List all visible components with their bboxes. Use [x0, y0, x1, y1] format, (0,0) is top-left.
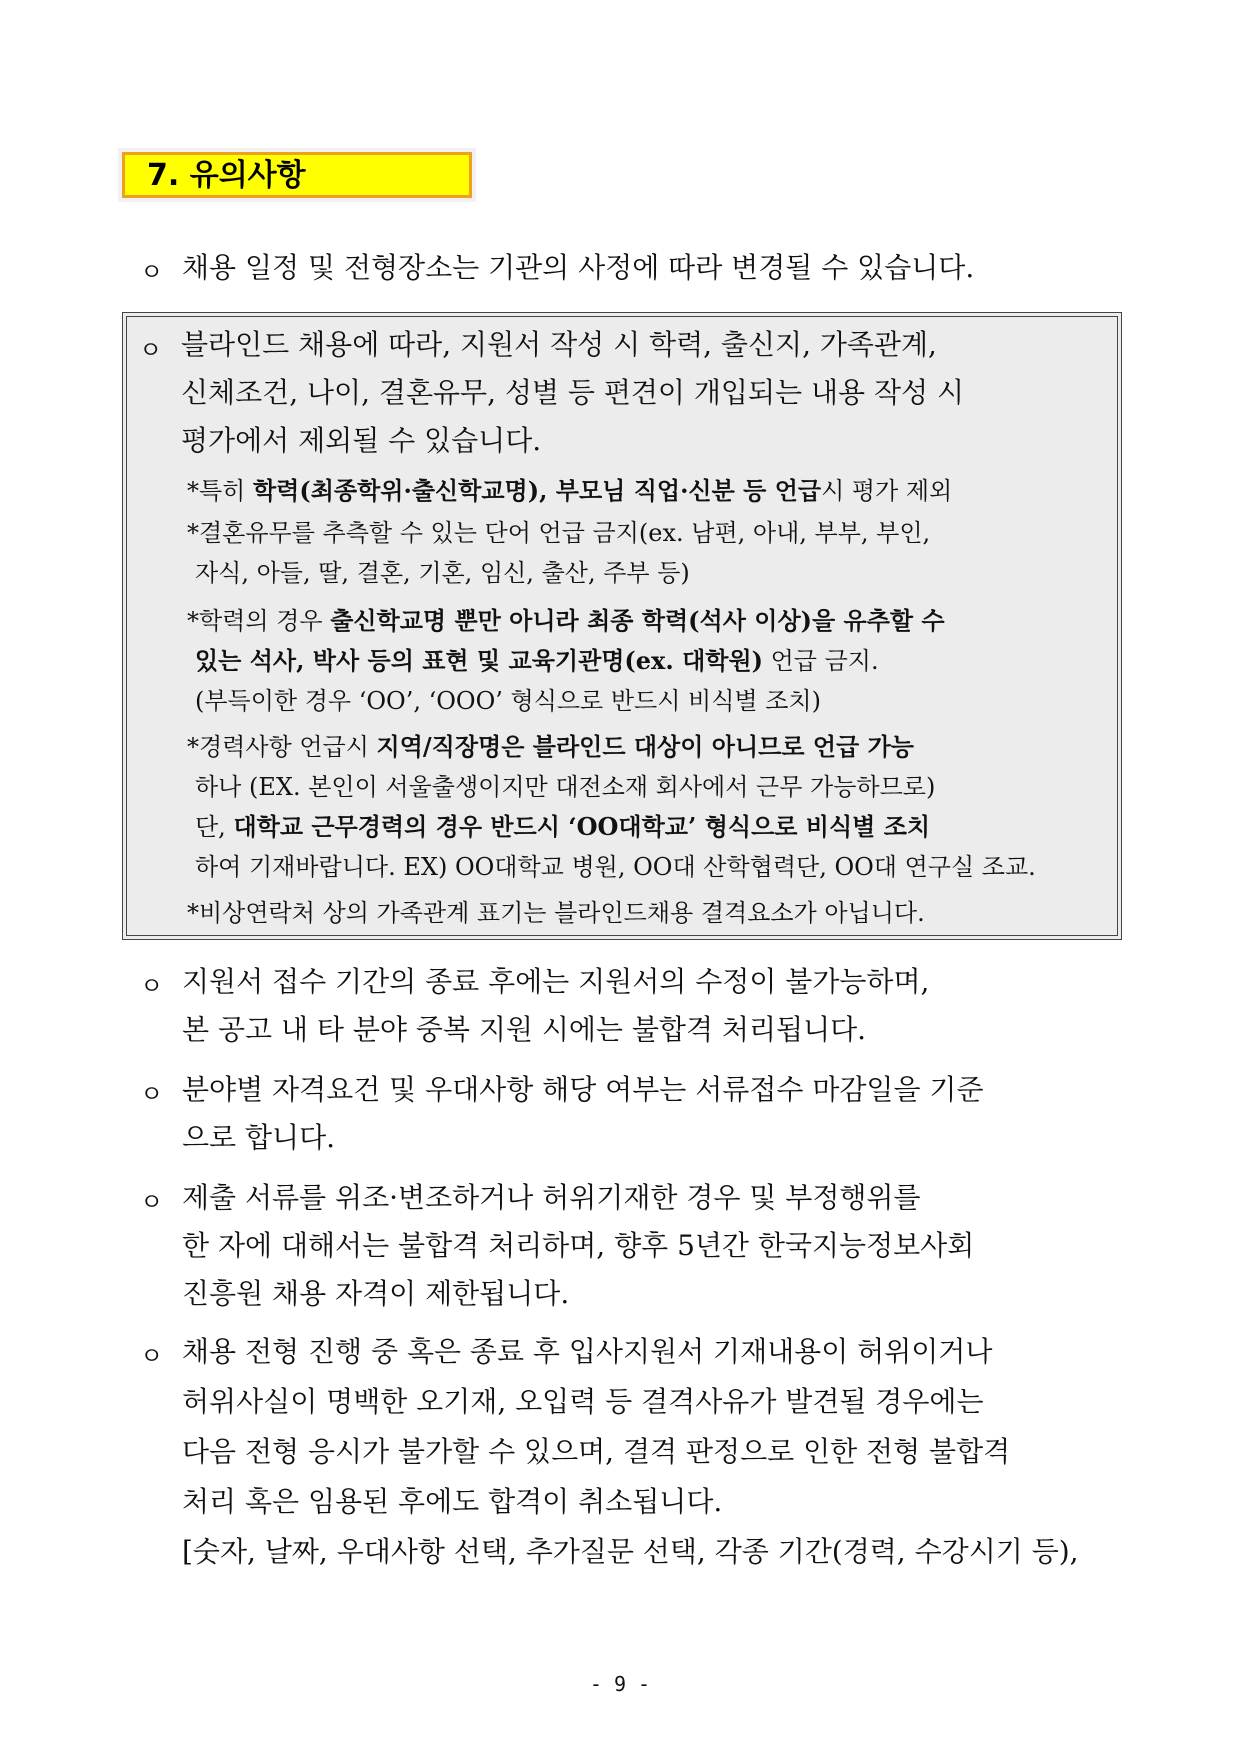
paragraph-line: 채용 일정 및 전형장소는 기관의 사정에 따라 변경될 수 있습니다.	[182, 251, 975, 284]
note-career-university-example: 하여 기재바랍니다. EX) OO대학교 병원, OO대 산학협력단, OO대 연구실 조교.	[195, 853, 1036, 881]
note-career-mention: *경력사항 언급시 지역/직장명은 블라인드 대상이 아니므로 언급 가능	[187, 732, 914, 761]
section-title: 7. 유의사항	[147, 158, 306, 193]
note-career-university: 단, 대학교 근무경력의 경우 반드시 ‘OO대학교’ 형식으로 비식별 조치	[195, 812, 931, 841]
paragraph-line: [숫자, 날짜, 우대사항 선택, 추가질문 선택, 각종 기간(경력, 수강시기 등),	[182, 1535, 1079, 1568]
bullet-marker: ㅇ	[140, 258, 164, 286]
page-number: - 9 -	[589, 1672, 651, 1696]
paragraph-line: 본 공고 내 타 분야 중복 지원 시에는 불합격 처리됩니다.	[182, 1013, 867, 1046]
paragraph-line: 허위사실이 명백한 오기재, 오입력 등 결격사유가 발견될 경우에는	[182, 1385, 984, 1418]
paragraph-line: 분야별 자격요건 및 우대사항 해당 여부는 서류접수 마감일을 기준	[182, 1073, 984, 1106]
paragraph-line: 으로 합니다.	[182, 1121, 336, 1154]
note-education-level-deidentify: (부득이한 경우 ‘OO’, ‘OOO’ 형식으로 반드시 비식별 조치)	[195, 687, 821, 715]
notice-main-line: 신체조건, 나이, 결혼유무, 성별 등 편견이 개입되는 내용 작성 시	[181, 376, 965, 409]
note-education-level-cont: 있는 석사, 박사 등의 표현 및 교육기관명(ex. 대학원) 언급 금지.	[195, 646, 879, 675]
notice-main-line: 평가에서 제외될 수 있습니다.	[181, 424, 542, 457]
paragraph-line: 제출 서류를 위조·변조하거나 허위기재한 경우 및 부정행위를	[182, 1181, 921, 1214]
note-marital-status-words-cont: 자식, 아들, 딸, 결혼, 기혼, 임신, 출산, 주부 등)	[195, 559, 690, 587]
bullet-marker: ㅇ	[140, 1342, 164, 1370]
note-education-level: *학력의 경우 출신학교명 뿐만 아니라 최종 학력(석사 이상)을 유추할 수	[187, 606, 945, 635]
paragraph-line: 지원서 접수 기간의 종료 후에는 지원서의 수정이 불가능하며,	[182, 965, 930, 998]
paragraph-line: 한 자에 대해서는 불합격 처리하며, 향후 5년간 한국지능정보사회	[182, 1229, 975, 1262]
paragraph-line: 처리 혹은 임용된 후에도 합격이 취소됩니다.	[182, 1485, 723, 1518]
note-career-example: 하나 (EX. 본인이 서울출생이지만 대전소재 회사에서 근무 가능하므로)	[195, 773, 936, 801]
section-heading-box	[122, 152, 472, 198]
paragraph-line: 진흥원 채용 자격이 제한됩니다.	[182, 1277, 570, 1310]
bullet-marker: ㅇ	[139, 336, 163, 364]
notice-main-line: 블라인드 채용에 따라, 지원서 작성 시 학력, 출신지, 가족관계,	[181, 328, 937, 361]
note-emergency-contact: *비상연락처 상의 가족관계 표기는 블라인드채용 결격요소가 아닙니다.	[187, 899, 925, 927]
blind-recruitment-notice-box	[122, 312, 1122, 940]
paragraph-line: 채용 전형 진행 중 혹은 종료 후 입사지원서 기재내용이 허위이거나	[182, 1335, 993, 1368]
note-marital-status-words: *결혼유무를 추측할 수 있는 단어 언급 금지(ex. 남편, 아내, 부부, 부인,	[187, 519, 931, 547]
bullet-marker: ㅇ	[140, 1080, 164, 1108]
note-education-mention: *특히 학력(최종학위·출신학교명), 부모님 직업·신분 등 언급시 평가 제외	[187, 476, 953, 505]
bullet-marker: ㅇ	[140, 1188, 164, 1216]
bullet-marker: ㅇ	[140, 972, 164, 1000]
paragraph-line: 다음 전형 응시가 불가할 수 있으며, 결격 판정으로 인한 전형 불합격	[182, 1435, 1011, 1468]
section-heading	[118, 148, 476, 202]
